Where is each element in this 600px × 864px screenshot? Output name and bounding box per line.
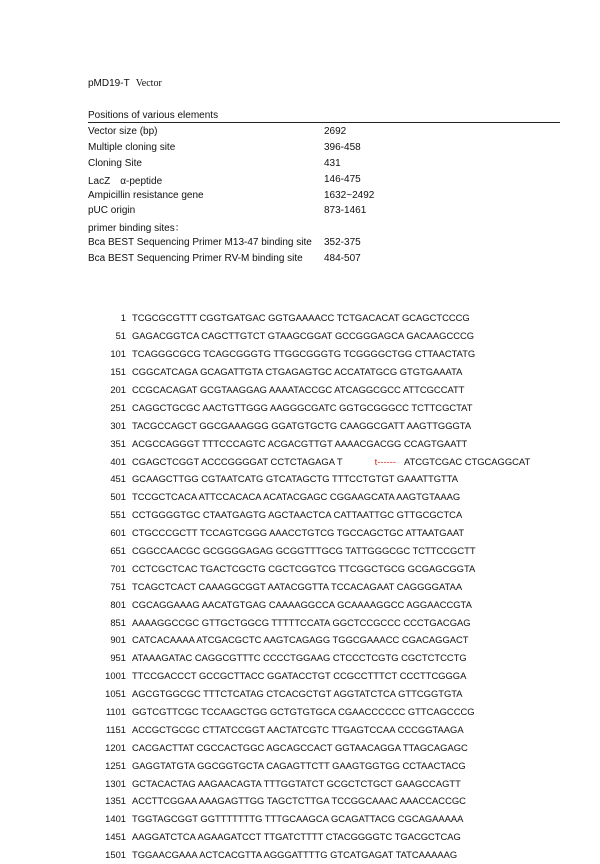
sequence-position: 1201 [105,741,126,753]
sequence-text: TCCGCTCACA ATTCCACACA ACATACGAGC CGGAAGCATA AAGTGTAAAG [132,491,461,503]
sequence-text: AAGGATCTCA AGAAGATCCT TTGATCTTTT CTACGGGGTC TGACGCTCAG [132,831,461,843]
sequence-text: GGTCGTTCGC TCCAAGCTGG GCTGTGTGCA CGAACCCCCC GTTCAGCCCG [132,706,475,718]
sequence-row [98,720,530,738]
sequence-text: TCAGGGCGCG TCAGCGGGTG TTGGCGGGTG TCGGGGCTGG CTTAACTATG [132,348,476,360]
sequence-text: GCTACACTAG AAGAACAGTA TTTGGTATCT GCGCTCTGCT GAAGCCAGTT [132,777,461,789]
sequence-position: 851 [110,616,126,628]
element-name: Multiple cloning site [88,142,176,154]
sequence-text: CACGACTTAT CGCCACTGGC AGCAGCCACT GGTAACAGGA TTAGCAGAGC [132,741,468,753]
sequence-text: AGCGTGGCGC TTTCTCATAG CTCACGCTGT AGGTATCTCA GTTCGGTGTA [132,688,463,700]
sequence-row [98,470,530,488]
sequence-position: 1001 [105,670,126,682]
element-name: Vector size (bp) [88,126,158,138]
element-value: 352-375 [324,236,361,248]
sequence-row [98,613,530,631]
element-name: Ampicillin resistance gene [88,189,204,201]
sequence-position: 301 [110,419,126,431]
sequence-position: 1351 [105,795,126,807]
element-row [88,187,560,203]
element-value: 1632~2492 [324,189,375,201]
sequence-text: GAGACGGTCA CAGCTTGTCT GTAAGCGGAT GCCGGGAGCA GACAAGCCCG [132,330,475,342]
element-row [88,219,560,235]
document-title [88,78,162,89]
sequence-text: ACCGCTGCGC CTTATCCGGT AACTATCGTC TTGAGTCCAA CCCGGTAAGA [132,723,464,735]
sequence-position: 651 [110,545,126,557]
positions-heading: Positions of various elements [88,110,219,121]
element-row [88,124,560,140]
sequence-row [98,792,530,810]
sequence-text: TGGTAGCGGT GGTTTTTTTG TTTGCAAGCA GCAGATTACG CGCAGAAAAA [132,813,464,825]
sequence-position: 901 [110,634,126,646]
sequence-row [98,363,530,381]
sequence-position: 1051 [105,688,126,700]
sequence-row [98,595,530,613]
sequence-position: 1451 [105,831,126,843]
sequence-text: ACCTTCGGAA AAAGAGTTGG TAGCTCTTGA TCCGGCAAAC AAACCACCGC [132,795,466,807]
element-value: 2692 [324,126,347,138]
sequence-text: ACGCCAGGGT TTTCCCAGTC ACGACGTTGT AAAACGACGG CCAGTGAATT [132,437,468,449]
sequence-text: TTCCGACCCT GCCGCTTACC GGATACCTGT CCGCCTTTCT CCCTTCGGGA [132,670,467,682]
element-row [88,203,560,219]
sequence-row [98,452,530,470]
sequence-row [98,756,530,774]
sequence-text: TGGAACGAAA ACTCACGTTA AGGGATTTTG GTCATGAGAT TATCAAAAAG [132,849,458,861]
sequence-text: TCAGCTCACT CAAAGGCGGT AATACGGTTA TCCACAGAAT CAGGGGATAA [132,580,463,592]
vector-name: pMD19-T [88,78,130,89]
sequence-position: 201 [110,384,126,395]
sequence-row [98,524,530,542]
sequence-text: CAGGCTGCGC AACTGTTGGG AAGGGCGATC GGTGCGGGCC TCTTCGCTAT [132,401,473,413]
sequence-position: 101 [110,348,126,360]
element-row [88,140,560,156]
sequence-text: CCTCGCTCAC TGACTCGCTG CGCTCGGTCG TTCGGCTGCG GCGAGCGGTA [132,562,476,574]
sequence-position: 251 [110,401,126,413]
sequence-text: CGCAGGAAAG AACATGTGAG CAAAAGGCCA GCAAAAGGCC AGGAACCGTA [132,598,472,610]
sequence-row [98,649,530,667]
cloning-site-mark: t------ [374,455,396,467]
sequence-row [98,738,530,756]
sequence-text: TACGCCAGCT GGCGAAAGGG GGATGTGCTG CAAGGCGATT AAGTTGGGTA [132,419,472,431]
sequence-position: 1401 [105,813,126,825]
element-row [88,171,560,187]
element-name: LacZ α-peptide [88,175,163,187]
element-value: 873-1461 [324,205,367,217]
sequence-text: CGAGCTCGGT ACCCGGGGAT CCTCTAGAGA T [132,455,343,467]
element-row [88,250,560,266]
element-name: pUC origin [88,205,136,217]
sequence-row [98,559,530,577]
sequence-row [98,542,530,560]
sequence-row [98,685,530,703]
sequence-text: CGGCATCAGA GCAGATTGTA CTGAGAGTGC ACCATATGCG GTGTGAAATA [132,366,463,378]
table-rule [88,122,560,123]
sequence-position: 1251 [105,759,126,771]
sequence-position: 451 [110,473,126,485]
element-name: Bca BEST Sequencing Primer M13-47 binding site [88,236,312,248]
sequence-text: CTGCCCGCTT TCCAGTCGGG AAACCTGTCG TGCCAGCTGC ATTAATGAAT [132,527,465,539]
sequence-row [98,703,530,721]
sequence-position: 351 [110,437,126,449]
sequence-row [98,810,530,828]
element-value: 146-475 [324,173,361,185]
sequence-position: 1101 [105,706,126,718]
element-name: Bca BEST Sequencing Primer RV-M binding site [88,252,303,264]
sequence-row [98,434,530,452]
sequence-position: 1 [120,312,126,324]
sequence-block [98,309,530,864]
sequence-text: GCAAGCTTGG CGTAATCATG GTCATAGCTG TTTCCTGTGT GAAATTGTTA [132,473,459,485]
sequence-position: 551 [110,509,126,521]
sequence-row [98,345,530,363]
element-row [88,235,560,251]
sequence-position: 1151 [105,723,126,735]
sequence-row [98,327,530,345]
sequence-position: 1501 [105,849,126,861]
sequence-row [98,416,530,434]
sequence-position: 951 [110,652,126,664]
sequence-row [98,506,530,524]
sequence-row [98,631,530,649]
sequence-position: 601 [110,527,126,539]
sequence-row [98,398,530,416]
sequence-text: CCTGGGGTGC CTAATGAGTG AGCTAACTCA CATTAATTGC GTTGCGCTCA [132,509,463,521]
element-row [88,156,560,172]
sequence-position: 51 [115,330,126,342]
sequence-position: 401 [110,455,126,467]
sequence-text: AAAAGGCCGC GTTGCTGGCG TTTTTCCATA GGCTCCGCCC CCCTGACGAG [132,616,471,628]
sequence-row [98,774,530,792]
sequence-position: 501 [110,491,126,503]
sequence-row [98,577,530,595]
element-value: 396-458 [324,142,361,154]
sequence-position: 751 [110,580,126,592]
sequence-text: ATAAAGATAC CAGGCGTTTC CCCCTGGAAG CTCCCTCGTG CGCTCTCCTG [132,652,467,664]
element-value: 484-507 [324,252,361,264]
sequence-position: 151 [110,366,126,378]
sequence-text: GAGGTATGTA GGCGGTGCTA CAGAGTTCTT GAAGTGGTGG CCTAACTACG [132,759,466,771]
sequence-row [98,488,530,506]
element-name: primer binding sites： [88,223,185,235]
sequence-text: CCGCACAGAT GCGTAAGGAG AAAATACCGC ATCAGGCGCC ATTCGCCATT [132,384,465,395]
sequence-text-after-site: ATCGTCGAC CTGCAGGCAT [403,455,531,467]
elements-table [88,124,560,266]
sequence-text: CATCACAAAA ATCGACGCTC AAGTCAGAGG TGGCGAAACC CGACAGGACT [132,634,469,646]
element-value: 431 [324,157,341,169]
sequence-row [98,381,530,399]
sequence-text: TCGCGCGTTT CGGTGATGAC GGTGAAAACC TCTGACACAT GCAGCTCCCG [132,312,470,324]
element-name: Cloning Site [88,157,142,169]
sequence-row [98,667,530,685]
sequence-row [98,309,530,327]
sequence-position: 701 [110,562,126,574]
sequence-row [98,828,530,846]
sequence-position: 801 [110,598,126,610]
sequence-position: 1301 [105,777,126,789]
sequence-text: CGGCCAACGC GCGGGGAGAG GCGGTTTGCG TATTGGGCGC TCTTCCGCTT [132,545,476,557]
vector-label: Vector [135,78,162,89]
sequence-row [98,846,530,864]
